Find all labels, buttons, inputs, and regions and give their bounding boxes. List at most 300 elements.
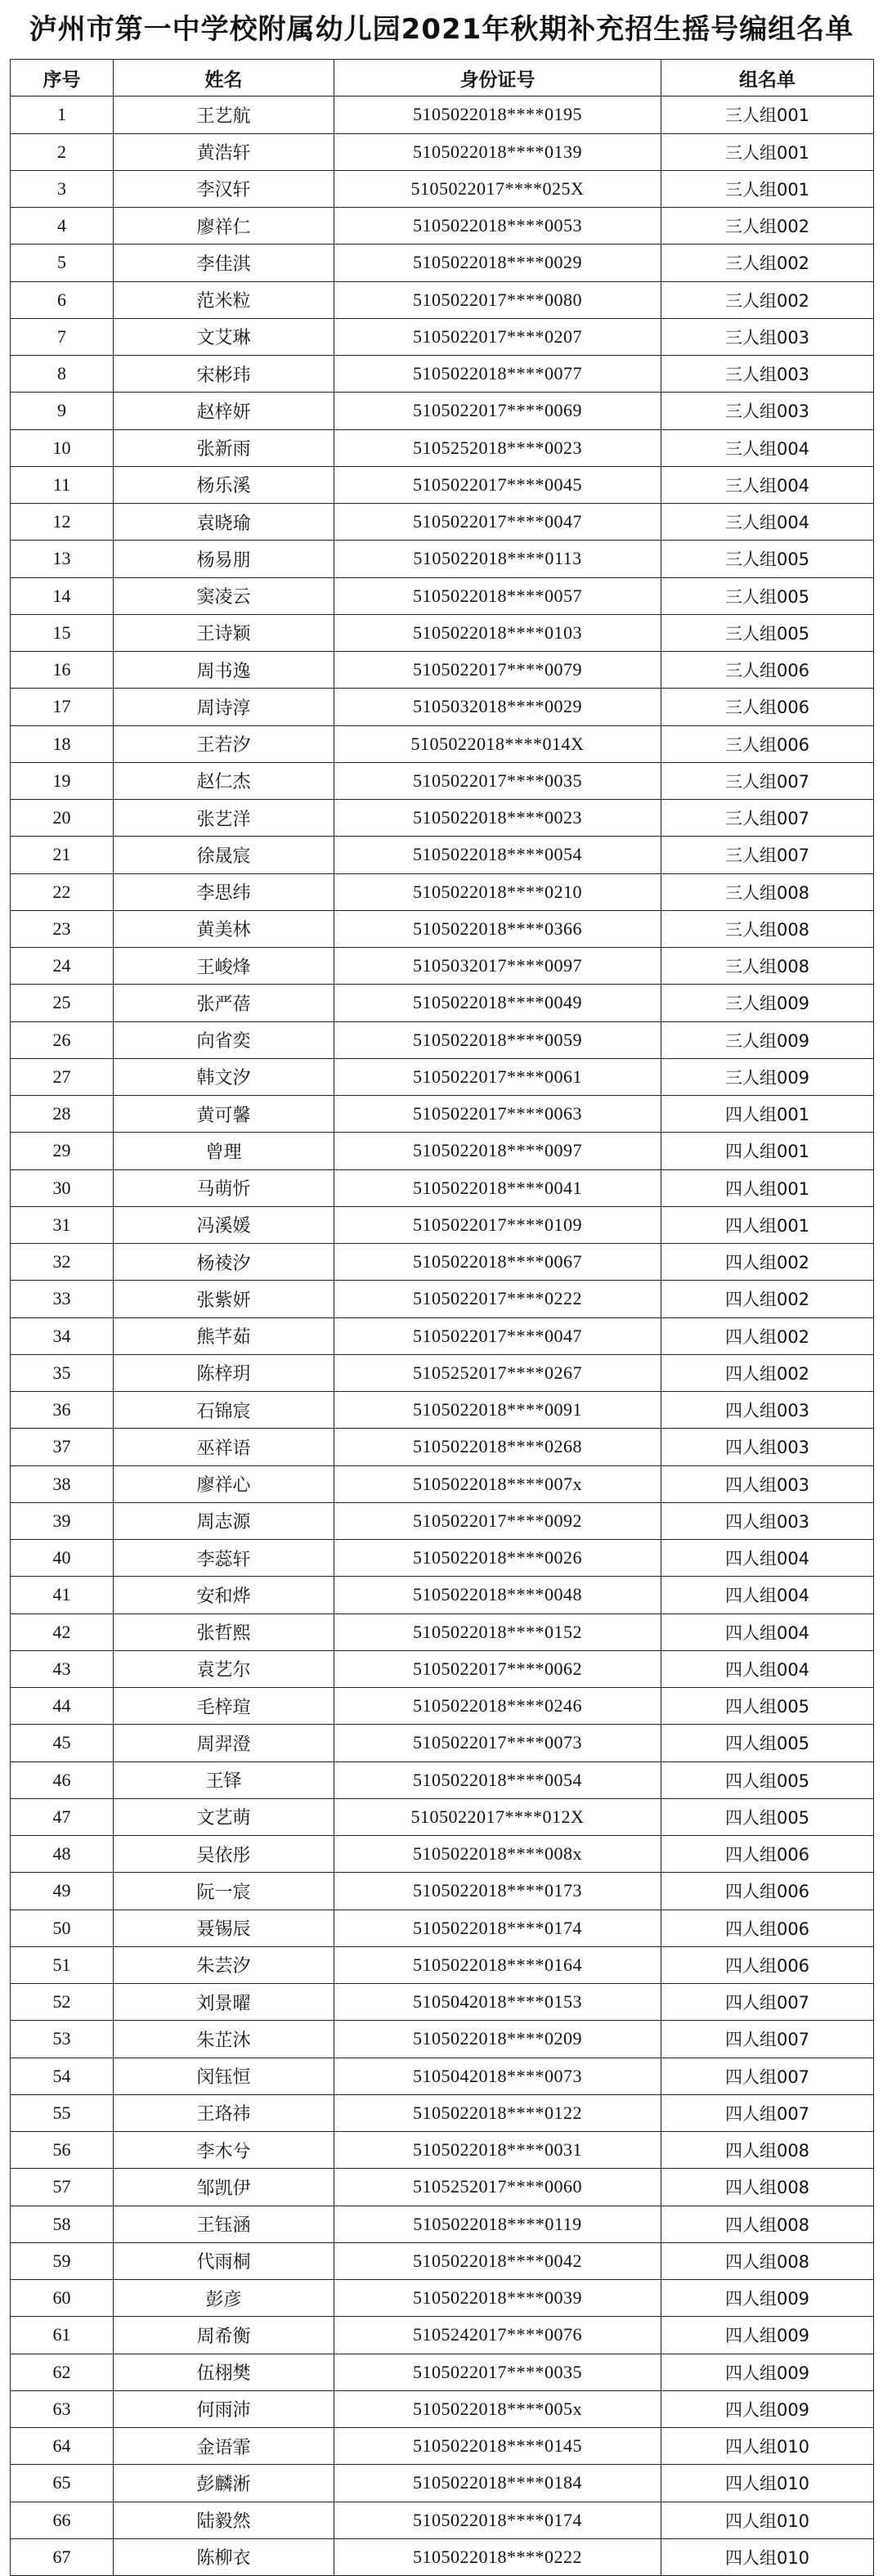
header-row <box>11 60 874 96</box>
cell-no: 4 <box>11 208 114 245</box>
cell-name: 金语霏 <box>114 2428 334 2465</box>
cell-group: 四人组004 <box>661 1650 874 1687</box>
cell-id-number: 5105022018****0023 <box>334 800 661 837</box>
table-row <box>11 689 874 725</box>
table-row <box>11 504 874 541</box>
table-row <box>11 245 874 281</box>
table-row <box>11 318 874 355</box>
cell-id-number: 5105022018****0210 <box>334 873 661 910</box>
cell-no: 30 <box>11 1169 114 1206</box>
cell-id-number: 5105022017****0092 <box>334 1502 661 1539</box>
table-row <box>11 170 874 207</box>
table-row <box>11 1281 874 1317</box>
cell-no: 65 <box>11 2465 114 2502</box>
cell-no: 36 <box>11 1392 114 1429</box>
cell-group: 三人组007 <box>661 762 874 799</box>
cell-group: 三人组003 <box>661 356 874 393</box>
cell-id-number: 5105022017****025X <box>334 170 661 207</box>
cell-id-number: 5105022018****0119 <box>334 2206 661 2242</box>
cell-name: 王钰涵 <box>114 2206 334 2242</box>
cell-id-number: 5105022018****0103 <box>334 614 661 651</box>
cell-group: 四人组005 <box>661 1688 874 1725</box>
cell-name: 陈柳衣 <box>114 2538 334 2575</box>
cell-no: 7 <box>11 318 114 355</box>
cell-name: 向省奕 <box>114 1021 334 1058</box>
cell-name: 闵钰恒 <box>114 2058 334 2094</box>
header-no: 序号 <box>11 60 114 96</box>
cell-no: 42 <box>11 1613 114 1650</box>
cell-id-number: 5105022018****008x <box>334 1836 661 1873</box>
cell-group: 四人组006 <box>661 1836 874 1873</box>
table-row <box>11 762 874 799</box>
cell-no: 57 <box>11 2169 114 2206</box>
cell-name: 邹凯伊 <box>114 2169 334 2206</box>
cell-no: 28 <box>11 1096 114 1133</box>
cell-group: 三人组001 <box>661 133 874 170</box>
cell-id-number: 5105022017****0047 <box>334 504 661 541</box>
cell-group: 四人组002 <box>661 1317 874 1354</box>
table-row <box>11 2317 874 2354</box>
cell-id-number: 5105022017****0222 <box>334 1281 661 1317</box>
cell-id-number: 5105022018****0139 <box>334 133 661 170</box>
cell-no: 11 <box>11 466 114 503</box>
table-row <box>11 1429 874 1465</box>
table-row <box>11 2538 874 2575</box>
cell-id-number: 5105022018****0097 <box>334 1133 661 1169</box>
cell-id-number: 5105022018****0173 <box>334 1873 661 1910</box>
table-row <box>11 429 874 466</box>
table-row <box>11 2502 874 2538</box>
header-group: 组名单 <box>661 60 874 96</box>
cell-id-number: 5105022018****0164 <box>334 1946 661 1983</box>
cell-name: 杨易朋 <box>114 541 334 577</box>
cell-name: 朱芸汐 <box>114 1946 334 1983</box>
cell-id-number: 5105042018****0153 <box>334 1984 661 2021</box>
cell-no: 6 <box>11 281 114 318</box>
cell-name: 张艺洋 <box>114 800 334 837</box>
cell-id-number: 5105022018****0209 <box>334 2021 661 2058</box>
cell-no: 19 <box>11 762 114 799</box>
cell-name: 李思纬 <box>114 873 334 910</box>
cell-group: 三人组004 <box>661 429 874 466</box>
cell-name: 聂锡辰 <box>114 1910 334 1946</box>
cell-no: 51 <box>11 1946 114 1983</box>
cell-no: 21 <box>11 837 114 873</box>
cell-no: 66 <box>11 2502 114 2538</box>
table-row <box>11 1540 874 1577</box>
table-row <box>11 1096 874 1133</box>
cell-group: 四人组007 <box>661 2021 874 2058</box>
table-row <box>11 1133 874 1169</box>
cell-name: 巫祥语 <box>114 1429 334 1465</box>
cell-no: 13 <box>11 541 114 577</box>
cell-name: 韩文汐 <box>114 1058 334 1095</box>
cell-name: 李木兮 <box>114 2132 334 2169</box>
table-row <box>11 614 874 651</box>
cell-no: 16 <box>11 652 114 689</box>
cell-group: 四人组010 <box>661 2428 874 2465</box>
cell-id-number: 5105022018****0041 <box>334 1169 661 1206</box>
cell-no: 38 <box>11 1465 114 1502</box>
cell-id-number: 5105022018****0039 <box>334 2280 661 2317</box>
table-row <box>11 2242 874 2279</box>
cell-id-number: 5105022018****014X <box>334 725 661 762</box>
cell-id-number: 5105022017****0207 <box>334 318 661 355</box>
cell-id-number: 5105022017****0073 <box>334 1725 661 1761</box>
cell-no: 45 <box>11 1725 114 1761</box>
cell-no: 37 <box>11 1429 114 1465</box>
cell-id-number: 5105022018****0077 <box>334 356 661 393</box>
cell-name: 徐晟宸 <box>114 837 334 873</box>
cell-no: 24 <box>11 948 114 985</box>
cell-name: 张紫妍 <box>114 1281 334 1317</box>
table-row <box>11 356 874 393</box>
cell-no: 34 <box>11 1317 114 1354</box>
table-row <box>11 2169 874 2206</box>
cell-name: 王珞祎 <box>114 2094 334 2131</box>
cell-no: 50 <box>11 1910 114 1946</box>
cell-name: 彭麟淅 <box>114 2465 334 2502</box>
cell-group: 四人组003 <box>661 1429 874 1465</box>
cell-name: 周希衡 <box>114 2317 334 2354</box>
table-row <box>11 800 874 837</box>
table-row <box>11 1984 874 2021</box>
cell-id-number: 5105022017****0045 <box>334 466 661 503</box>
cell-name: 赵仁杰 <box>114 762 334 799</box>
table-row <box>11 1058 874 1095</box>
cell-id-number: 5105022017****0061 <box>334 1058 661 1095</box>
cell-no: 60 <box>11 2280 114 2317</box>
cell-id-number: 5105022018****0049 <box>334 985 661 1021</box>
cell-group: 三人组001 <box>661 96 874 133</box>
cell-name: 毛梓瑄 <box>114 1688 334 1725</box>
table-row <box>11 2390 874 2427</box>
cell-no: 62 <box>11 2354 114 2390</box>
table-row <box>11 725 874 762</box>
cell-id-number: 5105022018****0059 <box>334 1021 661 1058</box>
cell-group: 四人组002 <box>661 1244 874 1281</box>
cell-id-number: 5105022018****0113 <box>334 541 661 577</box>
table-row <box>11 1761 874 1798</box>
cell-name: 杨祾汐 <box>114 1244 334 1281</box>
cell-group: 三人组008 <box>661 948 874 985</box>
cell-no: 53 <box>11 2021 114 2058</box>
cell-name: 何雨沛 <box>114 2390 334 2427</box>
cell-group: 四人组009 <box>661 2280 874 2317</box>
cell-no: 48 <box>11 1836 114 1873</box>
cell-name: 陈梓玥 <box>114 1354 334 1391</box>
cell-name: 李蕊轩 <box>114 1540 334 1577</box>
cell-group: 四人组007 <box>661 2058 874 2094</box>
cell-no: 52 <box>11 1984 114 2021</box>
cell-group: 四人组004 <box>661 1540 874 1577</box>
cell-group: 四人组005 <box>661 1725 874 1761</box>
cell-group: 三人组005 <box>661 614 874 651</box>
table-row <box>11 208 874 245</box>
table-row <box>11 2354 874 2390</box>
cell-no: 46 <box>11 1761 114 1798</box>
cell-group: 三人组006 <box>661 725 874 762</box>
cell-id-number: 5105022018****0031 <box>334 2132 661 2169</box>
cell-name: 窦凌云 <box>114 577 334 614</box>
cell-group: 三人组007 <box>661 837 874 873</box>
cell-no: 2 <box>11 133 114 170</box>
table-row <box>11 1910 874 1946</box>
cell-id-number: 5105032017****0097 <box>334 948 661 985</box>
cell-group: 三人组001 <box>661 170 874 207</box>
cell-no: 43 <box>11 1650 114 1687</box>
table-row <box>11 948 874 985</box>
cell-no: 44 <box>11 1688 114 1725</box>
cell-no: 3 <box>11 170 114 207</box>
cell-id-number: 5105022017****0035 <box>334 2354 661 2390</box>
table-row <box>11 577 874 614</box>
cell-name: 陆毅然 <box>114 2502 334 2538</box>
table-row <box>11 1873 874 1910</box>
table-row <box>11 1465 874 1502</box>
cell-id-number: 5105022018****0174 <box>334 2502 661 2538</box>
cell-no: 59 <box>11 2242 114 2279</box>
cell-group: 四人组008 <box>661 2169 874 2206</box>
cell-group: 四人组006 <box>661 1873 874 1910</box>
cell-group: 三人组005 <box>661 577 874 614</box>
cell-group: 四人组007 <box>661 1984 874 2021</box>
cell-group: 四人组001 <box>661 1169 874 1206</box>
cell-no: 17 <box>11 689 114 725</box>
cell-id-number: 5105022018****0067 <box>334 1244 661 1281</box>
cell-no: 33 <box>11 1281 114 1317</box>
cell-group: 三人组004 <box>661 504 874 541</box>
cell-id-number: 5105022017****0069 <box>334 393 661 429</box>
cell-group: 三人组007 <box>661 800 874 837</box>
cell-group: 四人组001 <box>661 1096 874 1133</box>
cell-id-number: 5105022018****0026 <box>334 1540 661 1577</box>
cell-no: 35 <box>11 1354 114 1391</box>
cell-no: 23 <box>11 910 114 947</box>
cell-name: 王诗颖 <box>114 614 334 651</box>
cell-group: 四人组006 <box>661 1910 874 1946</box>
table-row <box>11 1688 874 1725</box>
table-row <box>11 2465 874 2502</box>
cell-id-number: 5105022018****0246 <box>334 1688 661 1725</box>
table-row <box>11 1502 874 1539</box>
cell-group: 四人组010 <box>661 2502 874 2538</box>
cell-id-number: 5105242017****0076 <box>334 2317 661 2354</box>
table-row <box>11 1169 874 1206</box>
cell-no: 5 <box>11 245 114 281</box>
cell-no: 67 <box>11 2538 114 2575</box>
cell-no: 63 <box>11 2390 114 2427</box>
table-row <box>11 652 874 689</box>
cell-id-number: 5105022018****0042 <box>334 2242 661 2279</box>
cell-id-number: 5105022018****0054 <box>334 1761 661 1798</box>
cell-no: 10 <box>11 429 114 466</box>
cell-id-number: 5105252017****0060 <box>334 2169 661 2206</box>
cell-name: 伍栩樊 <box>114 2354 334 2390</box>
cell-no: 39 <box>11 1502 114 1539</box>
cell-name: 熊芊茹 <box>114 1317 334 1354</box>
cell-group: 三人组004 <box>661 466 874 503</box>
cell-name: 吴依彤 <box>114 1836 334 1873</box>
cell-name: 曾理 <box>114 1133 334 1169</box>
cell-no: 32 <box>11 1244 114 1281</box>
cell-group: 四人组005 <box>661 1761 874 1798</box>
cell-no: 25 <box>11 985 114 1021</box>
cell-name: 黄美林 <box>114 910 334 947</box>
cell-id-number: 5105022017****012X <box>334 1798 661 1835</box>
cell-no: 22 <box>11 873 114 910</box>
cell-name: 张严蓓 <box>114 985 334 1021</box>
table-row <box>11 1946 874 1983</box>
cell-id-number: 5105022018****0184 <box>334 2465 661 2502</box>
table-row <box>11 837 874 873</box>
cell-group: 四人组003 <box>661 1465 874 1502</box>
table-row <box>11 2058 874 2094</box>
cell-name: 安和烨 <box>114 1577 334 1613</box>
cell-name: 王铎 <box>114 1761 334 1798</box>
cell-id-number: 5105022018****007x <box>334 1465 661 1502</box>
cell-name: 王若汐 <box>114 725 334 762</box>
cell-name: 赵梓妍 <box>114 393 334 429</box>
cell-id-number: 5105022018****0048 <box>334 1577 661 1613</box>
cell-name: 石锦宸 <box>114 1392 334 1429</box>
cell-group: 三人组005 <box>661 541 874 577</box>
cell-name: 周诗淳 <box>114 689 334 725</box>
cell-no: 58 <box>11 2206 114 2242</box>
cell-group: 四人组008 <box>661 2242 874 2279</box>
cell-group: 三人组009 <box>661 1021 874 1058</box>
cell-no: 56 <box>11 2132 114 2169</box>
cell-no: 61 <box>11 2317 114 2354</box>
cell-no: 55 <box>11 2094 114 2131</box>
table-row <box>11 2206 874 2242</box>
cell-group: 四人组002 <box>661 1281 874 1317</box>
cell-no: 20 <box>11 800 114 837</box>
cell-no: 14 <box>11 577 114 614</box>
cell-id-number: 5105022017****0035 <box>334 762 661 799</box>
cell-group: 三人组006 <box>661 652 874 689</box>
cell-no: 54 <box>11 2058 114 2094</box>
cell-id-number: 5105022018****0054 <box>334 837 661 873</box>
cell-no: 9 <box>11 393 114 429</box>
table-row <box>11 1392 874 1429</box>
cell-group: 四人组004 <box>661 1613 874 1650</box>
cell-group: 四人组001 <box>661 1206 874 1243</box>
cell-name: 冯溪媛 <box>114 1206 334 1243</box>
cell-group: 四人组001 <box>661 1133 874 1169</box>
table-row <box>11 1798 874 1835</box>
cell-id-number: 5105022018****0366 <box>334 910 661 947</box>
cell-name: 杨乐溪 <box>114 466 334 503</box>
cell-name: 张新雨 <box>114 429 334 466</box>
cell-group: 四人组002 <box>661 1354 874 1391</box>
cell-group: 四人组007 <box>661 2094 874 2131</box>
cell-name: 周羿澄 <box>114 1725 334 1761</box>
cell-no: 47 <box>11 1798 114 1835</box>
table-row <box>11 1244 874 1281</box>
cell-group: 三人组009 <box>661 985 874 1021</box>
cell-group: 三人组002 <box>661 245 874 281</box>
cell-group: 三人组002 <box>661 208 874 245</box>
table-row <box>11 1650 874 1687</box>
cell-no: 8 <box>11 356 114 393</box>
cell-group: 四人组008 <box>661 2206 874 2242</box>
cell-id-number: 5105022018****0195 <box>334 96 661 133</box>
cell-name: 彭彦 <box>114 2280 334 2317</box>
cell-id-number: 5105022018****0057 <box>334 577 661 614</box>
cell-id-number: 5105022018****0053 <box>334 208 661 245</box>
cell-no: 18 <box>11 725 114 762</box>
table-row <box>11 541 874 577</box>
cell-id-number: 5105252017****0267 <box>334 1354 661 1391</box>
cell-group: 四人组003 <box>661 1502 874 1539</box>
table-row <box>11 1725 874 1761</box>
cell-no: 15 <box>11 614 114 651</box>
table-header <box>11 60 874 96</box>
table-row <box>11 1021 874 1058</box>
table-row <box>11 2094 874 2131</box>
cell-group: 四人组009 <box>661 2354 874 2390</box>
cell-id-number: 5105252018****0023 <box>334 429 661 466</box>
cell-name: 黄浩轩 <box>114 133 334 170</box>
enrollment-table <box>10 59 874 2576</box>
table-row <box>11 1354 874 1391</box>
table-row <box>11 873 874 910</box>
table-row <box>11 2021 874 2058</box>
cell-id-number: 5105022018****0145 <box>334 2428 661 2465</box>
cell-group: 四人组010 <box>661 2538 874 2575</box>
table-row <box>11 1206 874 1243</box>
cell-id-number: 5105042018****0073 <box>334 2058 661 2094</box>
table-row <box>11 2280 874 2317</box>
cell-no: 49 <box>11 1873 114 1910</box>
cell-name: 李佳淇 <box>114 245 334 281</box>
cell-name: 袁艺尔 <box>114 1650 334 1687</box>
table-row <box>11 96 874 133</box>
cell-name: 张哲熙 <box>114 1613 334 1650</box>
cell-group: 四人组010 <box>661 2465 874 2502</box>
cell-name: 阮一宸 <box>114 1873 334 1910</box>
cell-name: 宋彬玮 <box>114 356 334 393</box>
cell-id-number: 5105022018****0174 <box>334 1910 661 1946</box>
cell-id-number: 5105022017****0109 <box>334 1206 661 1243</box>
table-row <box>11 2428 874 2465</box>
cell-name: 文艾琳 <box>114 318 334 355</box>
cell-id-number: 5105032018****0029 <box>334 689 661 725</box>
cell-group: 四人组004 <box>661 1577 874 1613</box>
cell-name: 朱芷沐 <box>114 2021 334 2058</box>
cell-name: 王艺航 <box>114 96 334 133</box>
cell-id-number: 5105022018****0091 <box>334 1392 661 1429</box>
cell-name: 周书逸 <box>114 652 334 689</box>
cell-group: 四人组009 <box>661 2390 874 2427</box>
cell-group: 三人组006 <box>661 689 874 725</box>
header-name: 姓名 <box>114 60 334 96</box>
cell-no: 64 <box>11 2428 114 2465</box>
table-row <box>11 2132 874 2169</box>
cell-group: 三人组008 <box>661 910 874 947</box>
cell-no: 1 <box>11 96 114 133</box>
cell-name: 刘景曜 <box>114 1984 334 2021</box>
table-row <box>11 466 874 503</box>
cell-id-number: 5105022017****0080 <box>334 281 661 318</box>
table-row <box>11 1836 874 1873</box>
cell-group: 四人组008 <box>661 2132 874 2169</box>
cell-name: 廖祥仁 <box>114 208 334 245</box>
cell-group: 三人组003 <box>661 318 874 355</box>
table-row <box>11 281 874 318</box>
cell-no: 29 <box>11 1133 114 1169</box>
